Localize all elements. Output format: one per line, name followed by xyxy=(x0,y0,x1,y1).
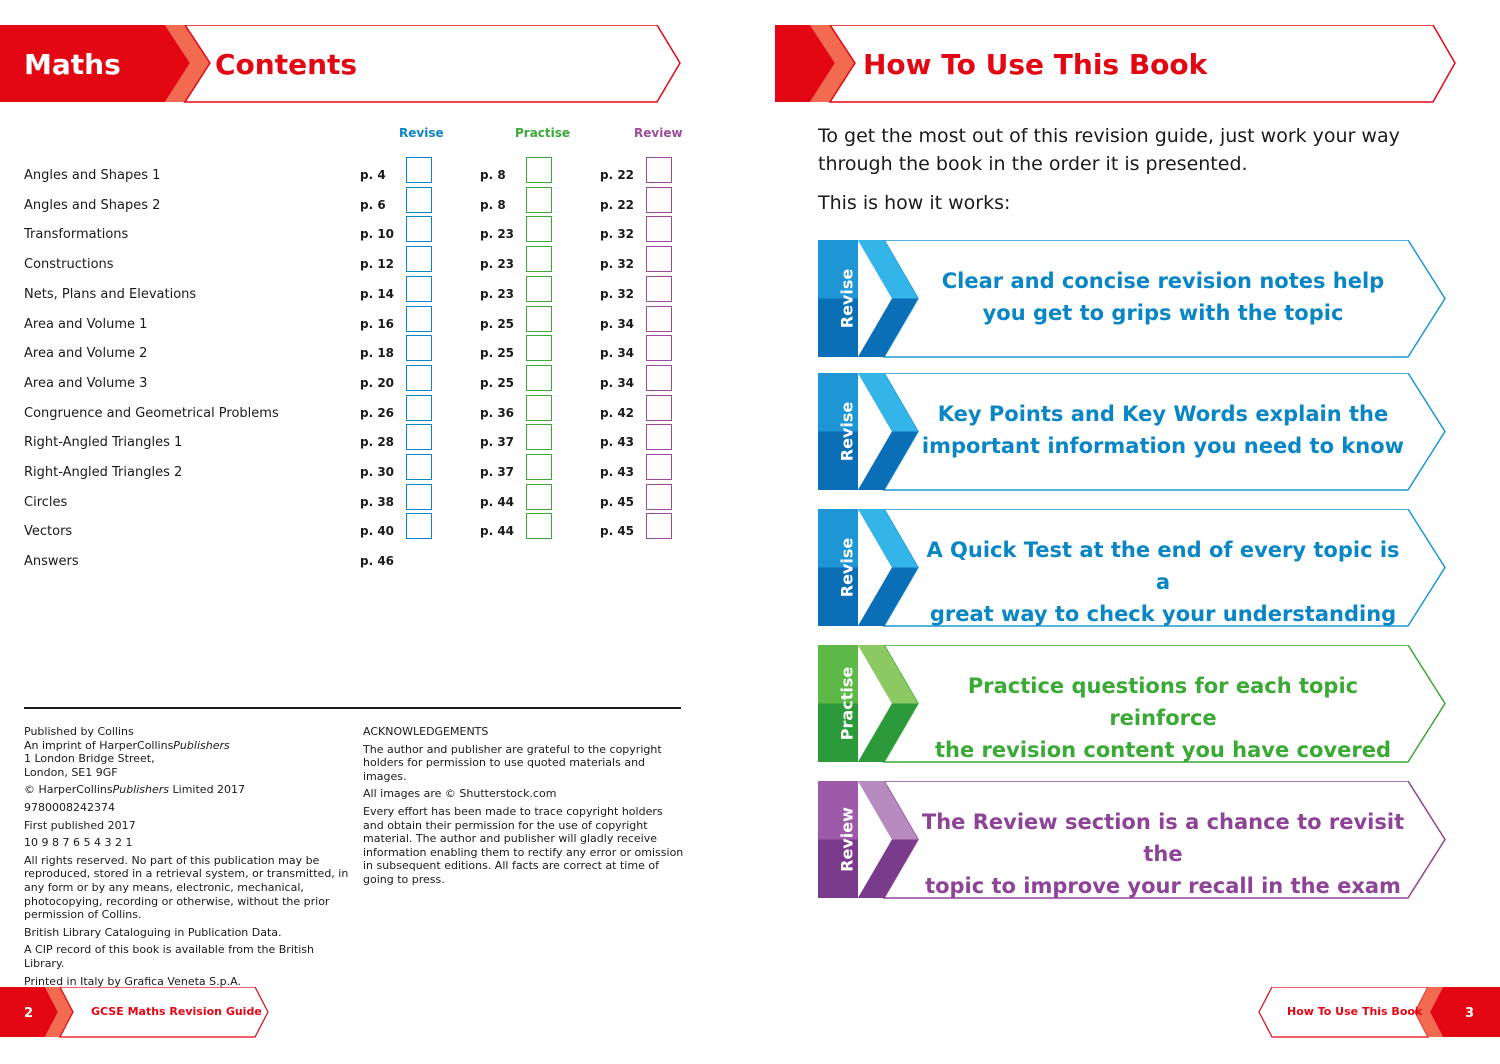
checkbox-practise[interactable] xyxy=(526,365,552,391)
card-line: great way to check your understanding xyxy=(929,602,1397,626)
page-ref-practise: p. 8 xyxy=(480,197,506,212)
page-ref-practise: p. 37 xyxy=(480,435,515,450)
checkbox-practise[interactable] xyxy=(526,246,552,272)
footer-title: GCSE Maths Revision Guide xyxy=(91,1005,262,1018)
page-ref-practise: p. 23 xyxy=(480,257,515,272)
page-ref-review: p. 32 xyxy=(600,227,635,242)
page-ref-revise: p. 4 xyxy=(360,168,386,182)
page-ref-practise: p. 44 xyxy=(480,494,515,509)
toc-row xyxy=(0,312,700,342)
print-run: 10 9 8 7 6 5 4 3 2 1 xyxy=(24,836,133,850)
card-line: A Quick Test at the end of every topic is a xyxy=(926,538,1400,594)
card-description xyxy=(918,534,1408,630)
toc-topic: Answers xyxy=(24,554,79,570)
page-ref-review: p. 34 xyxy=(600,375,635,390)
toc-topic: Constructions xyxy=(24,257,114,273)
page-ref-review: p. 43 xyxy=(600,435,635,450)
card-line: the revision content you have covered xyxy=(934,738,1391,762)
toc-topic: Vectors xyxy=(24,524,73,540)
rights-statement: All rights reserved. No part of this publication may be reproduced, stored in a retrieval system, or transmitted, in any form or by any means, electronic, mechanical, photocopying, recording or otherwise, without the prior permission of Collins. xyxy=(24,853,349,922)
column-head-practise: Practise xyxy=(515,126,571,140)
card-line: topic to improve your recall in the exam xyxy=(925,874,1401,898)
page-ref-review: p. 22 xyxy=(600,197,635,212)
checkbox-practise[interactable] xyxy=(526,395,552,421)
page-ref-revise: p. 46 xyxy=(360,554,395,569)
toc-topic: Congruence and Geometrical Problems xyxy=(24,405,279,421)
card-line: you get to grips with the topic xyxy=(982,301,1344,325)
page-ref-practise: p. 36 xyxy=(480,405,515,420)
toc-row xyxy=(0,252,700,282)
toc-row xyxy=(0,282,700,312)
page-ref-practise: p. 44 xyxy=(480,524,515,539)
checkbox-practise[interactable] xyxy=(526,216,552,242)
checkbox-review[interactable] xyxy=(646,365,672,391)
cip-record: A CIP record of this book is available from the British Library. xyxy=(24,943,314,970)
card-line: important information you need to know xyxy=(921,434,1405,458)
card-line: Key Points and Key Words explain the xyxy=(937,402,1389,426)
checkbox-practise[interactable] xyxy=(526,306,552,332)
cataloguing: British Library Cataloguing in Publication Data. xyxy=(24,925,282,939)
checkbox-review[interactable] xyxy=(646,513,672,539)
divider xyxy=(24,707,681,709)
toc-row xyxy=(0,490,700,520)
checkbox-revise[interactable] xyxy=(406,157,432,183)
page-ref-revise: p. 18 xyxy=(360,346,395,361)
page-ref-practise: p. 23 xyxy=(480,286,515,301)
page-ref-practise: p. 37 xyxy=(480,465,515,479)
toc-row xyxy=(0,460,700,490)
isbn: 9780008242374 xyxy=(24,800,115,814)
checkbox-revise[interactable] xyxy=(406,365,432,391)
intro-howitworks: This is how it works: xyxy=(818,192,1011,214)
page-ref-revise: p. 10 xyxy=(360,227,395,242)
checkbox-review[interactable] xyxy=(646,424,672,450)
page-ref-review: p. 32 xyxy=(600,286,635,301)
acknowledgements-heading: ACKNOWLEDGEMENTS xyxy=(363,725,489,738)
first-published: First published 2017 xyxy=(24,818,136,832)
card-tab-label: Review xyxy=(837,806,857,872)
page-ref-review: p. 43 xyxy=(600,465,635,479)
imprint-line: Published by Collins xyxy=(24,725,134,738)
checkbox-revise[interactable] xyxy=(406,187,432,213)
acknowledgements-text: The author and publisher are grateful to the copyright holders for permission to use quoted materials and images. xyxy=(363,742,662,783)
checkbox-review[interactable] xyxy=(646,335,672,361)
page-ref-practise: p. 25 xyxy=(480,316,515,331)
page-ref-review: p. 32 xyxy=(600,257,635,272)
card-description xyxy=(918,265,1408,329)
checkbox-practise[interactable] xyxy=(526,157,552,183)
checkbox-revise[interactable] xyxy=(406,306,432,332)
page-ref-revise: p. 12 xyxy=(360,257,395,272)
checkbox-review[interactable] xyxy=(646,276,672,302)
card-tab-label: Revise xyxy=(837,401,857,461)
page-ref-review: p. 45 xyxy=(600,524,635,539)
toc-topic: Circles xyxy=(24,494,68,510)
card-description xyxy=(918,670,1408,766)
checkbox-revise[interactable] xyxy=(406,335,432,361)
page-ref-review: p. 22 xyxy=(600,168,635,182)
column-head-review: Review xyxy=(634,126,683,140)
checkbox-practise[interactable] xyxy=(526,513,552,539)
acknowledgements-text: Every effort has been made to trace copyright holders and obtain their permission for the use of copyright material. The author and publisher will gladly receive information enabling them to rectify any error or omission in subsequent editions. All facts are correct at time of going to press. xyxy=(363,804,684,886)
checkbox-review[interactable] xyxy=(646,484,672,510)
checkbox-practise[interactable] xyxy=(526,454,552,480)
toc-row xyxy=(0,549,700,579)
toc-topic: Angles and Shapes 2 xyxy=(24,197,161,213)
toc-topic: Area and Volume 3 xyxy=(24,375,148,391)
page-title: Contents xyxy=(215,48,358,81)
page-ref-revise: p. 28 xyxy=(360,435,395,450)
checkbox-revise[interactable] xyxy=(406,395,432,421)
toc-topic: Area and Volume 1 xyxy=(24,316,148,332)
card-tab-label: Revise xyxy=(837,537,857,597)
checkbox-revise[interactable] xyxy=(406,276,432,302)
acknowledgements-text: All images are © Shutterstock.com xyxy=(363,787,557,801)
checkbox-practise[interactable] xyxy=(526,424,552,450)
toc-topic: Nets, Plans and Elevations xyxy=(24,286,197,302)
page-ref-review: p. 42 xyxy=(600,405,635,420)
checkbox-practise[interactable] xyxy=(526,335,552,361)
imprint-line: London, SE1 9GF xyxy=(24,765,118,779)
page-ref-practise: p. 23 xyxy=(480,227,515,242)
page-ref-review: p. 34 xyxy=(600,316,635,331)
page-number: 3 xyxy=(1465,1006,1475,1021)
checkbox-review[interactable] xyxy=(646,306,672,332)
checkbox-review[interactable] xyxy=(646,454,672,480)
toc-topic: Right-Angled Triangles 1 xyxy=(24,435,183,451)
checkbox-revise[interactable] xyxy=(406,454,432,480)
intro-paragraph: To get the most out of this revision guide, just work your way through the book in the order it is presented. xyxy=(818,125,1400,175)
page-ref-revise: p. 26 xyxy=(360,405,395,420)
checkbox-practise[interactable] xyxy=(526,187,552,213)
checkbox-review[interactable] xyxy=(646,157,672,183)
checkbox-review[interactable] xyxy=(646,395,672,421)
page-ref-practise: p. 25 xyxy=(480,375,515,390)
toc-row xyxy=(0,519,700,549)
printed-in: Printed in Italy by Grafica Veneta S.p.A. xyxy=(24,974,241,988)
toc-row xyxy=(0,401,700,431)
section-label: Maths xyxy=(24,48,121,81)
checkbox-review[interactable] xyxy=(646,187,672,213)
card-tab-label: Revise xyxy=(837,268,857,328)
page-ref-practise: p. 8 xyxy=(480,168,506,182)
page-ref-practise: p. 25 xyxy=(480,346,515,361)
imprint-line: An imprint of HarperCollinsPublishers xyxy=(24,738,230,752)
checkbox-revise[interactable] xyxy=(406,484,432,510)
checkbox-revise[interactable] xyxy=(406,216,432,242)
checkbox-practise[interactable] xyxy=(526,484,552,510)
card-line: Practice questions for each topic reinforce xyxy=(967,674,1359,730)
checkbox-revise[interactable] xyxy=(406,424,432,450)
toc-topic: Area and Volume 2 xyxy=(24,346,148,362)
card-line: Clear and concise revision notes help xyxy=(941,269,1385,293)
page-ref-revise: p. 16 xyxy=(360,316,395,331)
checkbox-review[interactable] xyxy=(646,246,672,272)
card-description xyxy=(918,398,1408,462)
imprint-block xyxy=(24,725,354,992)
page-ref-revise: p. 6 xyxy=(360,197,386,212)
toc-row xyxy=(0,163,700,193)
copyright-line: © HarperCollinsPublishers Limited 2017 xyxy=(24,783,246,797)
imprint-line: 1 London Bridge Street, xyxy=(24,752,155,766)
toc-topic: Angles and Shapes 1 xyxy=(24,168,161,183)
page-ref-revise: p. 30 xyxy=(360,465,395,479)
toc-topic: Right-Angled Triangles 2 xyxy=(24,465,183,480)
card-line: The Review section is a chance to revisit the xyxy=(921,810,1405,866)
page-ref-revise: p. 40 xyxy=(360,524,395,539)
column-head-revise: Revise xyxy=(399,126,444,140)
checkbox-revise[interactable] xyxy=(406,513,432,539)
checkbox-practise[interactable] xyxy=(526,276,552,302)
card-description xyxy=(918,806,1408,902)
toc-topic: Transformations xyxy=(24,227,129,243)
page-ref-revise: p. 20 xyxy=(360,375,395,390)
toc-row xyxy=(0,193,700,223)
page-title: How To Use This Book xyxy=(863,48,1208,81)
toc-row xyxy=(0,341,700,371)
page-ref-review: p. 45 xyxy=(600,494,635,509)
toc-row xyxy=(0,430,700,460)
footer-title: How To Use This Book xyxy=(1287,1005,1423,1018)
checkbox-revise[interactable] xyxy=(406,246,432,272)
toc-row xyxy=(0,371,700,401)
checkbox-review[interactable] xyxy=(646,216,672,242)
page-ref-revise: p. 38 xyxy=(360,494,395,509)
page-ref-review: p. 34 xyxy=(600,346,635,361)
card-tab-label: Practise xyxy=(837,666,857,740)
page-ref-revise: p. 14 xyxy=(360,286,395,301)
acknowledgements-block xyxy=(363,725,685,891)
toc-row xyxy=(0,222,700,252)
page-number: 2 xyxy=(24,1006,34,1021)
